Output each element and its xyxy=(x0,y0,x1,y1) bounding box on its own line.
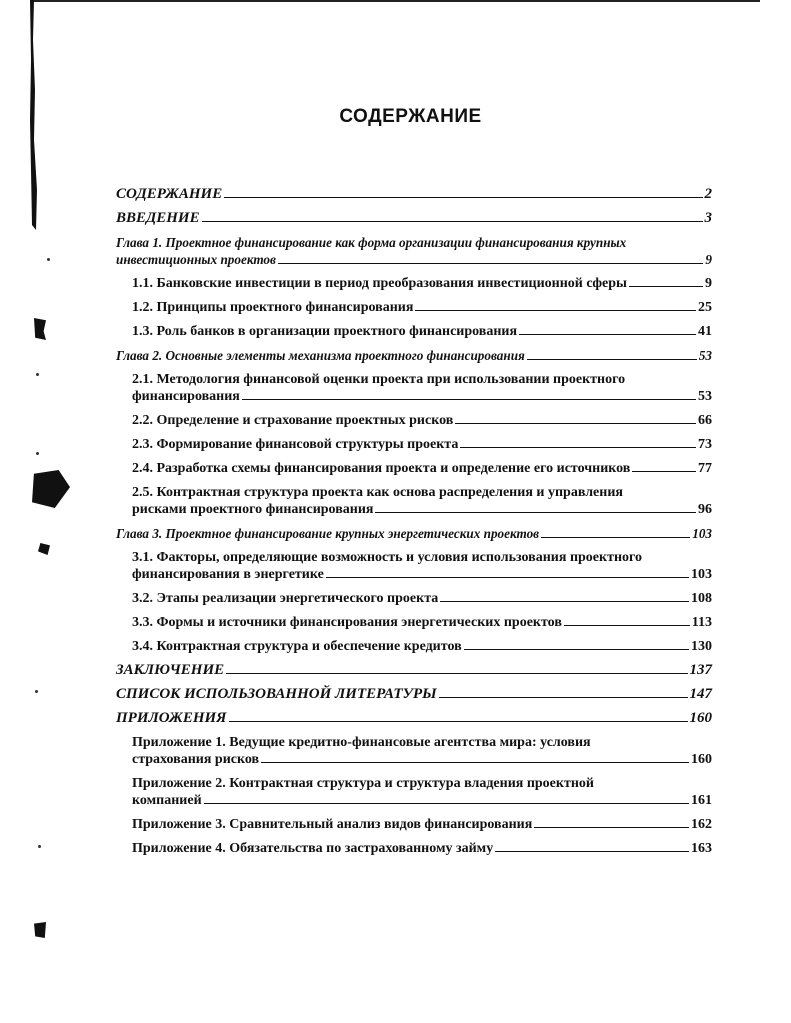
toc-entry-text-line1: 3.1. Факторы, определяющие возможность и условия использования проектного xyxy=(132,550,643,565)
leader-line xyxy=(632,471,696,472)
leader-line xyxy=(278,263,703,264)
toc-page-number: 161 xyxy=(691,793,712,808)
toc-entry-text-line1: Приложение 2. Контрактная структура и структура владения проектной xyxy=(132,776,594,791)
toc-page-number: 96 xyxy=(698,502,712,517)
toc-entry-text: финансирования в энергетике xyxy=(132,567,324,582)
leader-line xyxy=(564,625,690,626)
toc-page-number: 53 xyxy=(698,348,712,363)
scan-dot xyxy=(35,690,38,693)
toc-page-number: 9 xyxy=(705,252,712,267)
toc-page-number: 130 xyxy=(691,639,712,654)
toc-entry-section-1-3[interactable] xyxy=(116,323,712,340)
toc-page-number: 2 xyxy=(704,186,712,202)
scan-dot xyxy=(36,452,39,455)
toc-entry-section-3-1[interactable] xyxy=(116,549,712,583)
toc-entry-introduction[interactable] xyxy=(116,210,712,227)
toc-page-number: 163 xyxy=(691,841,712,856)
toc-entry-text: 1.2. Принципы проектного финансирования xyxy=(132,300,414,315)
toc-entry-section-2-1[interactable] xyxy=(116,371,712,405)
scan-blot xyxy=(32,470,70,508)
toc-entry-text: 2.2. Определение и страхование проектных рисков xyxy=(132,413,454,428)
toc-entry-appendix-1[interactable] xyxy=(116,734,712,768)
leader-line xyxy=(415,310,696,311)
toc-entry-text-line1: 2.5. Контрактная структура проекта как основа распределения и управления xyxy=(132,485,623,500)
leader-line xyxy=(224,197,702,198)
leader-line xyxy=(455,423,696,424)
toc-entry-text: инвестиционных проектов xyxy=(116,252,276,267)
toc-entry-text-line1: Приложение 1. Ведущие кредитно-финансовые агентства мира: условия xyxy=(132,735,591,750)
toc-entry-text: Приложение 3. Сравнительный анализ видов финансирования xyxy=(132,817,533,832)
toc-page-number: 162 xyxy=(691,817,712,832)
leader-line xyxy=(519,334,696,335)
toc-page-number: 53 xyxy=(698,389,712,404)
leader-line xyxy=(534,827,689,828)
scan-blot xyxy=(34,318,46,340)
leader-line xyxy=(226,673,687,674)
toc-entry-text: 1.1. Банковские инвестиции в период преобразования инвестиционной сферы xyxy=(132,276,627,291)
toc-entry-section-1-2[interactable] xyxy=(116,299,712,316)
toc-entry-text-line1: Глава 1. Проектное финансирование как форма организации финансирования крупных xyxy=(116,235,627,250)
leader-line xyxy=(495,851,689,852)
toc-page-number: 137 xyxy=(689,662,712,678)
toc-page-number: 66 xyxy=(698,413,712,428)
leader-line xyxy=(527,359,697,360)
toc-page-number: 108 xyxy=(691,591,712,606)
toc-entry-conclusion[interactable] xyxy=(116,662,712,679)
toc-entry-text: Глава 3. Проектное финансирование крупных энергетических проектов xyxy=(116,526,540,541)
scan-dot xyxy=(38,845,41,848)
toc-page-number: 160 xyxy=(691,752,712,767)
leader-line xyxy=(202,221,703,222)
toc-entry-chapter-1[interactable] xyxy=(116,234,712,268)
toc-page-number: 113 xyxy=(691,615,712,630)
toc-entry-text: 2.3. Формирование финансовой структуры проекта xyxy=(132,437,459,452)
toc-page-number: 77 xyxy=(698,461,712,476)
toc-page-number: 3 xyxy=(704,210,712,226)
scan-dot xyxy=(47,258,50,261)
toc-entry-references[interactable] xyxy=(116,686,712,703)
toc-entry-text: рисками проектного финансирования xyxy=(132,502,374,517)
leader-line xyxy=(440,601,689,602)
toc-entry-text: 2.4. Разработка схемы финансирования проекта и определение его источников xyxy=(132,461,631,476)
toc-entry-appendix-3[interactable] xyxy=(116,816,712,833)
toc-entry-section-2-5[interactable] xyxy=(116,484,712,518)
toc-entry-section-2-2[interactable] xyxy=(116,412,712,429)
leader-line xyxy=(261,762,689,763)
toc-entry-appendix-2[interactable] xyxy=(116,775,712,809)
toc-entry-chapter-3[interactable] xyxy=(116,525,712,542)
scan-blot xyxy=(38,543,50,555)
table-of-contents xyxy=(116,186,712,864)
toc-entry-text: Приложение 4. Обязательства по застрахованному займу xyxy=(132,841,494,856)
toc-entry-text: 1.3. Роль банков в организации проектного финансирования xyxy=(132,324,518,339)
toc-entry-appendices[interactable] xyxy=(116,710,712,727)
toc-page-number: 103 xyxy=(691,567,712,582)
leader-line xyxy=(460,447,696,448)
toc-entry-text: СОДЕРЖАНИЕ xyxy=(116,186,223,202)
toc-entry-text: страхования рисков xyxy=(132,752,260,767)
toc-entry-text: ПРИЛОЖЕНИЯ xyxy=(116,710,227,726)
toc-page-number: 103 xyxy=(692,526,712,541)
toc-page-number: 25 xyxy=(698,300,712,315)
toc-entry-text: ВВЕДЕНИЕ xyxy=(116,210,200,226)
toc-entry-text: 3.3. Формы и источники финансирования энергетических проектов xyxy=(132,615,562,630)
toc-page-number: 160 xyxy=(689,710,712,726)
leader-line xyxy=(242,399,696,400)
toc-entry-text: компанией xyxy=(132,793,202,808)
toc-page-number: 9 xyxy=(705,276,712,291)
toc-entry-contents[interactable] xyxy=(116,186,712,203)
leader-line xyxy=(326,577,689,578)
toc-page-number: 73 xyxy=(698,437,712,452)
leader-line xyxy=(375,512,696,513)
toc-entry-appendix-4[interactable] xyxy=(116,840,712,857)
scan-blot xyxy=(34,922,46,938)
toc-page-number: 147 xyxy=(689,686,712,702)
leader-line xyxy=(229,721,688,722)
toc-entry-chapter-2[interactable] xyxy=(116,347,712,364)
leader-line xyxy=(464,649,689,650)
toc-entry-text: СПИСОК ИСПОЛЬЗОВАННОЙ ЛИТЕРАТУРЫ xyxy=(116,686,437,702)
scan-border-top xyxy=(30,0,760,2)
leader-line xyxy=(541,537,690,538)
toc-entry-text: ЗАКЛЮЧЕНИЕ xyxy=(116,662,225,678)
toc-entry-section-1-1[interactable] xyxy=(116,275,712,292)
leader-line xyxy=(204,803,689,804)
toc-entry-text: 3.2. Этапы реализации энергетического проекта xyxy=(132,591,439,606)
toc-entry-text-line1: 2.1. Методология финансовой оценки проекта при использовании проектного xyxy=(132,372,626,387)
toc-entry-section-2-4[interactable] xyxy=(116,460,712,477)
toc-page-number: 41 xyxy=(698,324,712,339)
page-title: СОДЕРЖАНИЕ xyxy=(339,106,482,127)
toc-entry-text: 3.4. Контрактная структура и обеспечение кредитов xyxy=(132,639,462,654)
toc-entry-text: финансирования xyxy=(132,389,240,404)
toc-entry-text: Глава 2. Основные элементы механизма проектного финансирования xyxy=(116,348,525,363)
leader-line xyxy=(439,697,688,698)
leader-line xyxy=(629,286,703,287)
scan-dot xyxy=(36,373,39,376)
toc-entry-section-3-2[interactable] xyxy=(116,590,712,607)
toc-entry-section-3-4[interactable] xyxy=(116,638,712,655)
toc-entry-section-2-3[interactable] xyxy=(116,436,712,453)
toc-entry-section-3-3[interactable] xyxy=(116,614,712,631)
